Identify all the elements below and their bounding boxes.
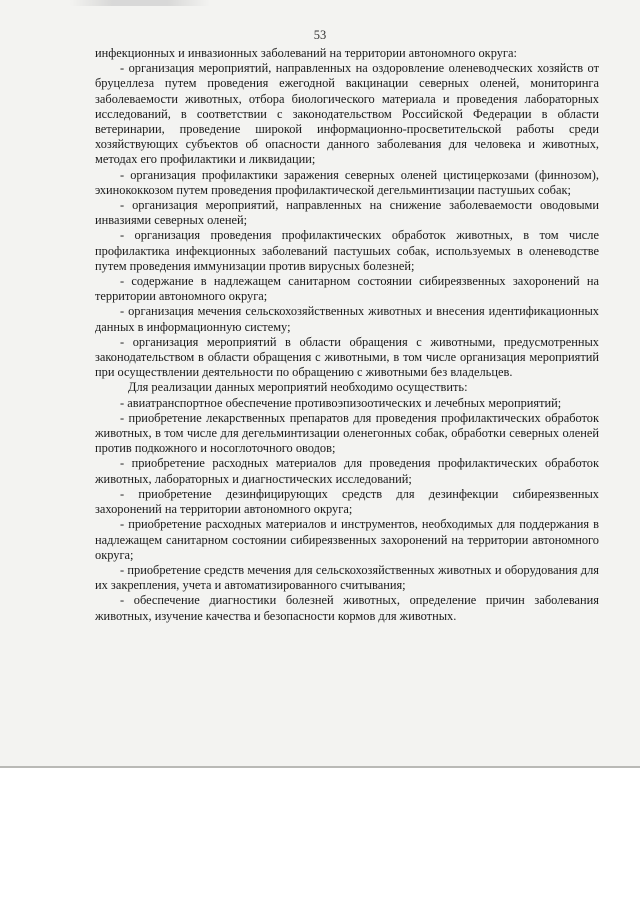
paragraph-consumables: - приобретение расходных материалов для проведения профилактических обработок животных, лабораторных и диагностических исследований; — [95, 456, 599, 486]
paragraph-animal-handling: - организация мероприятий в области обращения с животными, предусмотренных законодательством в области обращения с животными, в том числе организация мероприятий при осуществлении деятельности по обращению с животными без владельцев. — [95, 334, 599, 380]
scan-smudge — [70, 0, 210, 6]
paragraph-brucellosis: - организация мероприятий, направленных на оздоровление оленеводческих хозяйств от бруцеллеза путем проведения ежегодной вакцинации северных оленей, мониторинга заболеваемости животных, отбора биологического материала и проведения лабораторных исследований, в соответствии с законодательством Российской Федерации в области ветеринарии, проведение широкой информационно-просветительской работы среди хозяйствующих субъектов об опасности данного заболевания для человека и животных, методах его профилактики и ликвидации; — [95, 61, 599, 167]
paragraph-anthrax-burials: - содержание в надлежащем санитарном состоянии сибиреязвенных захоронений на территории автономного округа; — [95, 274, 599, 304]
paragraph-cysticercosis: - организация профилактики заражения северных оленей цистицеркозами (финнозом), эхинококкозом путем проведения профилактической дегельминтизации пастушьих собак; — [95, 167, 599, 197]
paragraph-requirements-intro: Для реализации данных мероприятий необходимо осуществить: — [128, 380, 468, 395]
paragraph-marking-equipment: - приобретение средств мечения для сельскохозяйственных животных и оборудования для их закрепления, учета и автоматизированного считывания; — [95, 562, 599, 593]
paragraph-intro: инфекционных и инвазионных заболеваний на территории автономного округа: — [95, 46, 517, 60]
paragraph-dog-treatments: - организация проведения профилактических обработок животных, в том числе профилактика инфекционных заболеваний пастушьих собак, используемых в оленеводстве путем проведения иммунизации против вирусных болезней; — [95, 228, 599, 273]
paragraph-gadfly: - организация мероприятий, направленных на снижение заболеваемости оводовыми инвазиями северных оленей; — [95, 198, 599, 228]
page-number: 53 — [313, 28, 327, 42]
paragraph-medicines: - приобретение лекарственных препаратов для проведения профилактических обработок животных, в том числе для дегельминтизации оленегонных собак, обработки северных оленей против подкожного и носоглоточного оводов; — [95, 410, 599, 456]
document-body — [95, 46, 599, 624]
paragraph-diagnostics: - обеспечение диагностики болезней животных, определение причин заболевания животных, изучение качества и безопасности кормов для животных. — [95, 593, 599, 623]
paragraph-air-transport: - авиатранспортное обеспечение противоэпизоотических и лечебных мероприятий; — [120, 395, 562, 410]
paragraph-animal-marking: - организация мечения сельскохозяйственных животных и внесения идентификационных данных в информационную систему; — [95, 304, 599, 334]
paragraph-burial-maintenance: - приобретение расходных материалов и инструментов, необходимых для поддержания в надлежащем санитарном состоянии сибиреязвенных захоронений на территории автономного округа; — [95, 517, 599, 562]
paragraph-disinfectants: - приобретение дезинфицирующих средств для дезинфекции сибиреязвенных захоронений на территории автономного округа; — [95, 486, 599, 517]
